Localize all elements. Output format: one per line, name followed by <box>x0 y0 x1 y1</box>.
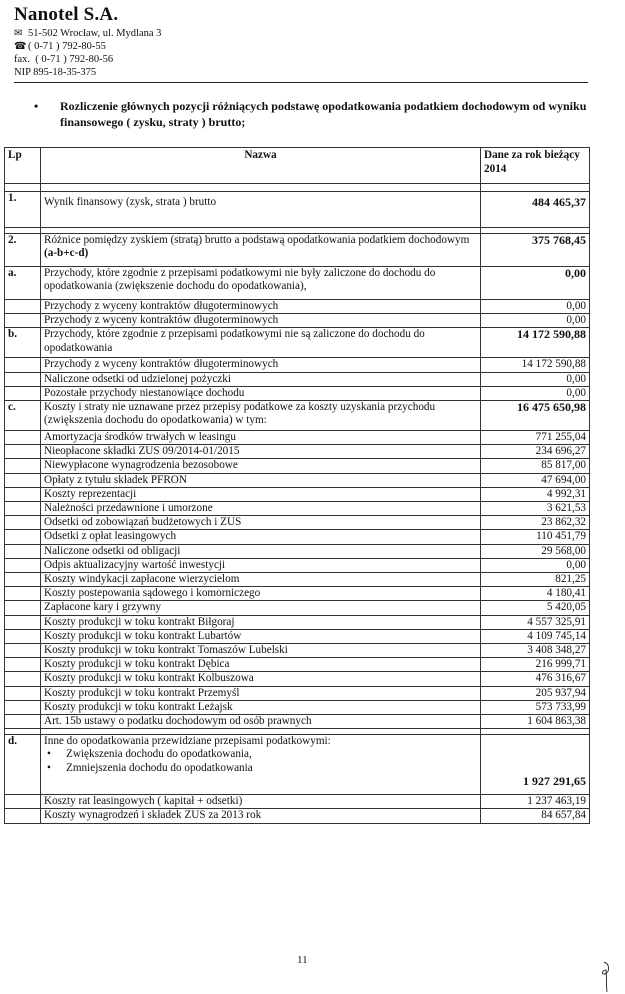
table-row: 2. Różnice pomiędzy zyskiem (stratą) brutto a podstawą opodatkowania podatkiem dochodowym (a-b+c-d) 375 768,45 <box>5 234 590 267</box>
table-row: Koszty reprezentacji 4 992,31 <box>5 487 590 501</box>
table-row: c. Koszty i straty nie uznawane przez przepisy podatkowe za koszty uzyskania przychodu (zwiększenia dochodu do opodatkowania) w tym: 16 475 650,98 <box>5 401 590 431</box>
handwritten-mark <box>598 960 616 994</box>
table-row: Koszty produkcji w toku kontrakt Przemyśl 205 937,94 <box>5 686 590 700</box>
table-row: d. Inne do opodatkowania przewidziane przepisami podatkowymi: • Zwiększenia dochodu do opodatkowania, • Zmniejszenia dochodu do opodatkowania 1 927 291,65 <box>5 735 590 795</box>
tax-reconciliation-table <box>4 147 590 824</box>
table-row: Odsetki od zobowiązań budżetowych i ZUS 23 862,32 <box>5 516 590 530</box>
page-number: 11 <box>297 954 308 966</box>
table-row: Art. 15b ustawy o podatku dochodowym od osób prawnych 1 604 863,38 <box>5 715 590 729</box>
table-header-row <box>5 148 590 184</box>
table-row: Opłaty z tytułu składek PFRON 47 694,00 <box>5 473 590 487</box>
table-row: Naliczone odsetki od obligacji 29 568,00 <box>5 544 590 558</box>
company-address: ✉ 51-502 Wrocław, ul. Mydlana 3 <box>14 28 162 39</box>
header-lp: Lp <box>5 148 41 184</box>
header-value: Dane za rok bieżący 2014 <box>481 148 590 184</box>
company-phone: ☎ ( 0-71 ) 792-80-55 <box>14 41 106 52</box>
table-row: Koszty produkcji w toku kontrakt Biłgoraj 4 557 325,91 <box>5 615 590 629</box>
spacer-row <box>5 184 590 192</box>
table-row: Koszty wynagrodzeń i składek ZUS za 2013 rok 84 657,84 <box>5 809 590 823</box>
table-row: Naliczone odsetki od udzielonej pożyczki 0,00 <box>5 372 590 386</box>
table-row: Koszty produkcji w toku kontrakt Dębica 216 999,71 <box>5 658 590 672</box>
table-row: Przychody z wyceny kontraktów długoterminowych 14 172 590,88 <box>5 358 590 372</box>
table-row: Koszty produkcji w toku kontrakt Tomaszów Lubelski 3 408 348,27 <box>5 644 590 658</box>
table-row: Pozostałe przychody niestanowiące dochodu 0,00 <box>5 386 590 400</box>
table-row: Nieopłacone składki ZUS 09/2014-01/2015 234 696,27 <box>5 445 590 459</box>
table-row: Przychody z wyceny kontraktów długoterminowych 0,00 <box>5 300 590 314</box>
header-divider <box>14 82 588 83</box>
section-title: • Rozliczenie głównych pozycji różniących podstawę opodatkowania podatkiem dochodowym od wyniku finansowego ( zysku, straty ) brutto; <box>34 99 587 129</box>
telephone-icon: ☎ <box>14 41 27 52</box>
list-item: • Zwiększenia dochodu do opodatkowania, <box>44 748 477 761</box>
header-name: Nazwa <box>41 148 481 184</box>
table-row: Koszty windykacji zapłacone wierzycielom 821,25 <box>5 573 590 587</box>
table-row: Odsetki z opłat leasingowych 110 451,79 <box>5 530 590 544</box>
company-name: Nanotel S.A. <box>14 4 119 25</box>
bullet-icon: • <box>34 99 39 113</box>
company-fax: fax. ( 0-71 ) 792-80-56 <box>14 54 114 65</box>
table-row: Koszty produkcji w toku kontrakt Lubartów 4 109 745,14 <box>5 629 590 643</box>
list-item: • Zmniejszenia dochodu do opodatkowania <box>44 762 477 775</box>
table-row: b. Przychody, które zgodnie z przepisami podatkowymi nie są zaliczone do dochodu do opodatkowania 14 172 590,88 <box>5 328 590 358</box>
table-row: Należności przedawnione i umorzone 3 621,53 <box>5 502 590 516</box>
table-row: Koszty postepowania sądowego i komorniczego 4 180,41 <box>5 587 590 601</box>
table-row: Niewypłacone wynagrodzenia bezosobowe 85 817,00 <box>5 459 590 473</box>
table-row: a. Przychody, które zgodnie z przepisami podatkowymi nie były zaliczone do dochodu do opodatkowania (zwiększenie dochodu do opodatkowania), 0,00 <box>5 267 590 300</box>
table-row: Odpis aktualizacyjny wartość inwestycji 0,00 <box>5 558 590 572</box>
table-row: Koszty produkcji w toku kontrakt Kolbuszowa 476 316,67 <box>5 672 590 686</box>
table-row: Zapłacone kary i grzywny 5 420,05 <box>5 601 590 615</box>
table-row: Przychody z wyceny kontraktów długoterminowych 0,00 <box>5 314 590 328</box>
table-row: Amortyzacja środków trwałych w leasingu 771 255,04 <box>5 431 590 445</box>
table-row: 1. Wynik finansowy (zysk, strata ) brutto 484 465,37 <box>5 192 590 228</box>
table-row: Koszty produkcji w toku kontrakt Leżajsk 573 733,99 <box>5 700 590 714</box>
table-row: Koszty rat leasingowych ( kapitał + odsetki) 1 237 463,19 <box>5 795 590 809</box>
envelope-icon: ✉ <box>14 28 23 39</box>
company-nip: NIP 895-18-35-375 <box>14 67 97 78</box>
